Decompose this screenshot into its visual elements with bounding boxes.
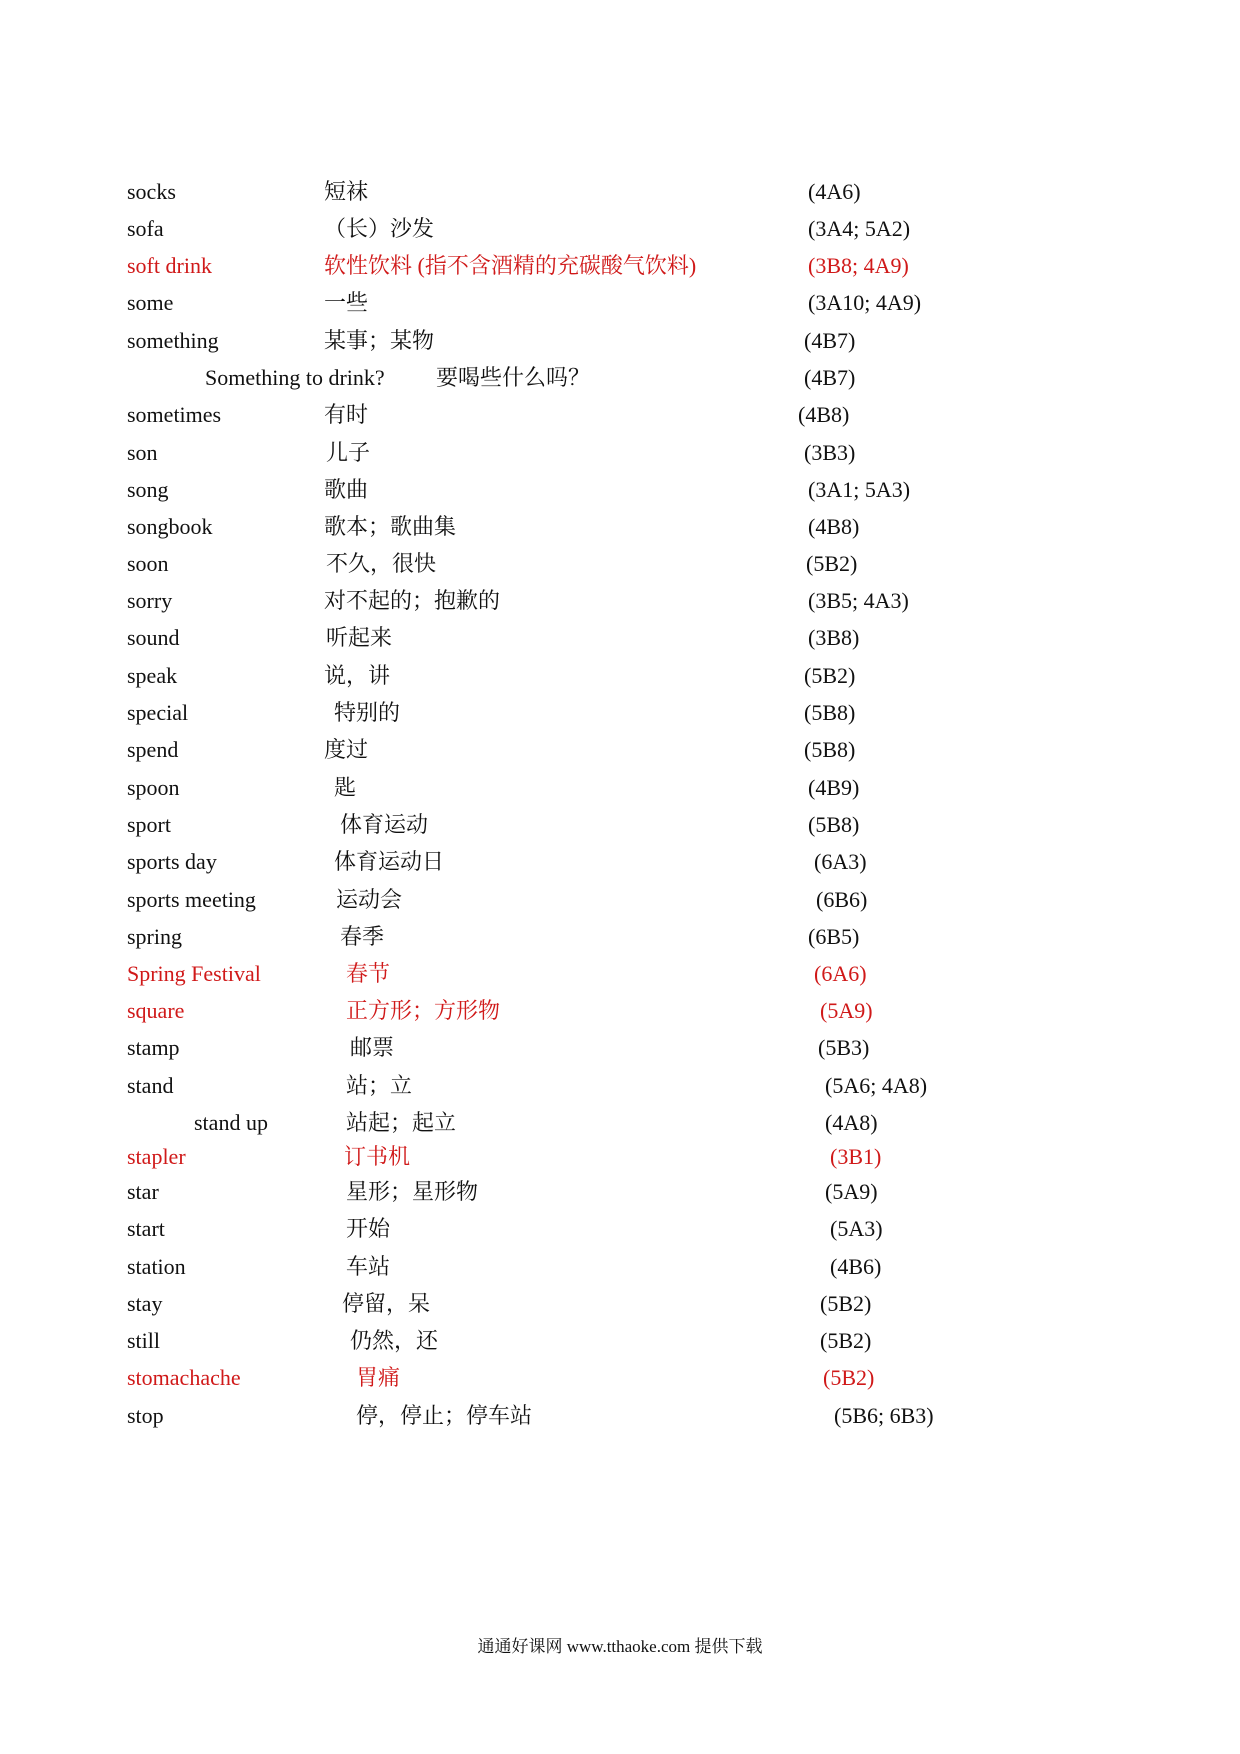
vocab-unit: (5B8)	[808, 812, 860, 837]
vocab-word: stapler	[127, 1144, 186, 1169]
vocab-unit: (4B6)	[830, 1254, 882, 1279]
vocab-word: stomachache	[127, 1365, 241, 1390]
vocab-entry	[0, 1067, 1240, 1105]
vocab-entry	[0, 955, 1240, 993]
vocab-unit: (4B8)	[798, 402, 850, 427]
page-footer: 通通好课网 www.tthaoke.com 提供下载	[477, 1637, 763, 1656]
vocab-entry	[0, 918, 1240, 956]
vocab-unit: (5B8)	[804, 700, 856, 725]
vocab-entry	[0, 359, 1240, 397]
vocab-word: square	[127, 998, 185, 1023]
vocab-word: sports day	[127, 849, 217, 874]
vocab-unit: (4B9)	[808, 775, 860, 800]
vocab-word: sometimes	[127, 402, 222, 427]
vocab-entry	[0, 284, 1240, 322]
vocab-word: sports meeting	[127, 887, 256, 912]
vocab-word: soft drink	[127, 253, 212, 278]
vocab-word: stop	[127, 1403, 164, 1428]
vocab-meaning: 站起；起立	[346, 1110, 457, 1135]
vocab-meaning: 说，讲	[324, 663, 391, 688]
vocab-entry	[0, 619, 1240, 657]
vocab-entry	[0, 694, 1240, 732]
vocab-word: sorry	[127, 588, 173, 613]
vocab-entry	[0, 657, 1240, 695]
vocab-entry	[0, 173, 1240, 211]
vocab-meaning: 短袜	[324, 179, 369, 204]
vocab-entry	[0, 247, 1240, 285]
vocab-meaning: 不久，很快	[326, 551, 437, 576]
vocab-unit: (5A6; 4A8)	[825, 1073, 928, 1098]
vocab-meaning: 特别的	[334, 700, 401, 725]
vocab-unit: (5A9)	[825, 1179, 878, 1204]
vocab-meaning: 歌曲	[324, 477, 369, 502]
vocab-entry	[0, 396, 1240, 434]
vocab-unit: (4B7)	[804, 365, 856, 390]
vocab-unit: (5B8)	[804, 737, 856, 762]
vocab-word: sound	[127, 625, 180, 650]
vocab-unit: (4B7)	[804, 328, 856, 353]
vocab-meaning: 订书机	[344, 1144, 411, 1169]
vocab-word: still	[127, 1328, 161, 1353]
vocab-meaning: 软性饮料 (指不含酒精的充碳酸气饮料)	[324, 253, 697, 278]
vocab-entry	[0, 545, 1240, 583]
vocab-entry	[0, 1285, 1240, 1323]
vocab-entry	[0, 806, 1240, 844]
vocab-meaning: 停，停止；停车站	[356, 1403, 533, 1428]
vocab-entry	[0, 1397, 1240, 1435]
vocab-unit: (6B6)	[816, 887, 868, 912]
vocab-meaning: 要喝些什么吗？	[436, 365, 591, 390]
vocab-meaning: 某事；某物	[324, 328, 435, 353]
vocab-unit: (4B8)	[808, 514, 860, 539]
vocab-unit: (3B8)	[808, 625, 860, 650]
vocab-meaning: 一些	[324, 290, 369, 315]
vocab-word: stay	[127, 1291, 163, 1316]
vocab-unit: (4A8)	[825, 1110, 878, 1135]
vocab-entry	[0, 731, 1240, 769]
vocab-word: son	[127, 440, 158, 465]
vocab-entry	[0, 508, 1240, 546]
vocab-word: spend	[127, 737, 179, 762]
vocab-meaning: 体育运动日	[334, 849, 445, 874]
vocab-entry	[0, 1359, 1240, 1397]
vocab-entry	[0, 210, 1240, 248]
vocab-word: song	[127, 477, 169, 502]
vocab-entry	[0, 1322, 1240, 1360]
vocab-entry	[0, 322, 1240, 360]
vocab-entry	[0, 1138, 1240, 1176]
vocab-entry	[0, 1210, 1240, 1248]
vocab-word: some	[127, 290, 174, 315]
vocab-word: spoon	[127, 775, 180, 800]
vocab-word: socks	[127, 179, 176, 204]
vocab-meaning: 仍然，还	[350, 1328, 439, 1353]
vocab-meaning: 听起来	[326, 625, 393, 650]
vocab-word: Spring Festival	[127, 961, 261, 986]
vocab-entry	[0, 471, 1240, 509]
vocab-unit: (5B2)	[806, 551, 858, 576]
vocab-unit: (5A9)	[820, 998, 873, 1023]
vocab-unit: (5B6; 6B3)	[834, 1403, 934, 1428]
vocab-word: spring	[127, 924, 182, 949]
vocab-meaning: 体育运动	[340, 812, 429, 837]
vocab-word: special	[127, 700, 189, 725]
vocab-entry	[0, 434, 1240, 472]
vocab-meaning: 星形；星形物	[346, 1179, 479, 1204]
vocab-entry	[0, 881, 1240, 919]
vocab-meaning: 邮票	[350, 1035, 395, 1060]
vocab-word: soon	[127, 551, 169, 576]
vocab-unit: (3B3)	[804, 440, 856, 465]
vocab-meaning: 儿子	[326, 440, 371, 465]
vocab-unit: (3A10; 4A9)	[808, 290, 922, 315]
vocab-meaning: 有时	[324, 402, 369, 427]
vocab-unit: (5B2)	[804, 663, 856, 688]
vocab-word: speak	[127, 663, 178, 688]
vocab-unit: (6B5)	[808, 924, 860, 949]
vocab-entry	[0, 843, 1240, 881]
vocab-unit: (3A4; 5A2)	[808, 216, 911, 241]
vocab-unit: (4A6)	[808, 179, 861, 204]
vocab-entry	[0, 582, 1240, 620]
vocab-unit: (3B8; 4A9)	[808, 253, 909, 278]
vocab-entry	[0, 1173, 1240, 1211]
vocab-entry	[0, 1104, 1240, 1142]
vocab-meaning: 春节	[346, 961, 391, 986]
vocab-meaning: 站；立	[346, 1073, 413, 1098]
vocab-unit: (5B2)	[820, 1291, 872, 1316]
vocab-unit: (5B3)	[818, 1035, 870, 1060]
vocab-word: stamp	[127, 1035, 180, 1060]
phrase-text: Something to drink?	[205, 365, 385, 390]
vocab-meaning: 运动会	[336, 887, 403, 912]
vocab-meaning: 开始	[346, 1216, 391, 1241]
vocab-word: star	[127, 1179, 159, 1204]
vocab-unit: (3A1; 5A3)	[808, 477, 911, 502]
vocab-word: sofa	[127, 216, 164, 241]
vocab-unit: (3B5; 4A3)	[808, 588, 909, 613]
vocab-meaning: 停留，呆	[342, 1291, 431, 1316]
vocab-word: stand	[127, 1073, 174, 1098]
vocab-word: station	[127, 1254, 186, 1279]
vocab-unit: (3B1)	[830, 1144, 882, 1169]
phrase-text: stand up	[194, 1110, 268, 1135]
vocab-entry	[0, 769, 1240, 807]
vocab-unit: (5B2)	[820, 1328, 872, 1353]
vocab-meaning: 车站	[346, 1254, 391, 1279]
vocab-unit: (5B2)	[823, 1365, 875, 1390]
vocab-meaning: 胃痛	[356, 1365, 401, 1390]
vocab-meaning: 春季	[340, 924, 385, 949]
vocab-word: something	[127, 328, 219, 353]
vocab-word: start	[127, 1216, 165, 1241]
vocab-meaning: （长）沙发	[324, 216, 435, 241]
vocab-meaning: 匙	[334, 775, 357, 800]
vocab-entry	[0, 992, 1240, 1030]
vocab-unit: (6A3)	[814, 849, 867, 874]
vocab-meaning: 正方形；方形物	[346, 998, 501, 1023]
vocab-meaning: 度过	[324, 737, 369, 762]
vocab-word: sport	[127, 812, 171, 837]
vocab-entry	[0, 1248, 1240, 1286]
vocab-unit: (5A3)	[830, 1216, 883, 1241]
vocab-word: songbook	[127, 514, 213, 539]
vocab-meaning: 歌本；歌曲集	[324, 514, 457, 539]
vocab-meaning: 对不起的；抱歉的	[324, 588, 501, 613]
vocab-unit: (6A6)	[814, 961, 867, 986]
vocab-entry	[0, 1029, 1240, 1067]
